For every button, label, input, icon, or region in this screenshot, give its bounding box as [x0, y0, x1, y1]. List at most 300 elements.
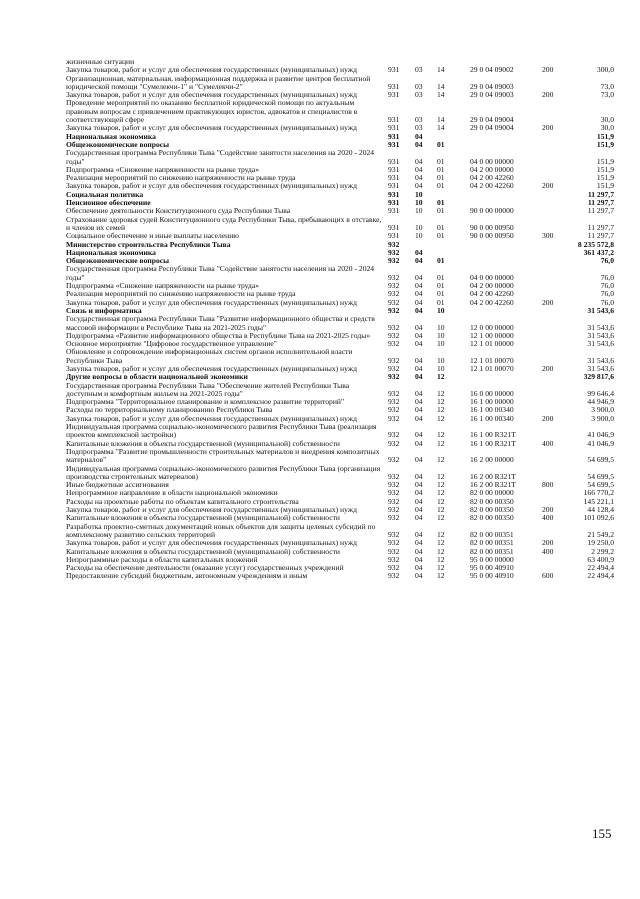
expense-type-code: 600: [542, 571, 554, 581]
target-article-code: 82 0 00 00350: [470, 505, 514, 515]
grbs-code: 932: [388, 388, 400, 398]
amount: 101 092,6: [583, 513, 614, 523]
amount: 54 699,5: [587, 455, 614, 465]
grbs-code: 932: [388, 256, 400, 266]
row-name: Национальная экономика: [66, 247, 156, 257]
subsection-code: 01: [437, 297, 445, 307]
section-code: 04: [415, 247, 423, 257]
table-row: [66, 299, 614, 307]
grbs-code: 931: [388, 164, 400, 174]
target-article-code: 04 2 00 42260: [470, 181, 514, 191]
grbs-code: 932: [388, 513, 400, 523]
target-article-code: 90 0 00 00000: [470, 206, 514, 216]
row-name: Основное мероприятие "Цифровое государственное управление": [66, 339, 277, 349]
grbs-code: 932: [388, 554, 400, 564]
amount: 8 235 572,8: [577, 239, 614, 249]
section-code: 03: [415, 81, 423, 91]
target-article-code: 16 1 00 00340: [470, 413, 514, 423]
amount: 11 297,7: [587, 189, 614, 199]
section-code: 04: [415, 139, 423, 149]
row-name: Расходы на проектные работы по объектам капитального строительства: [66, 496, 299, 506]
grbs-code: 931: [388, 231, 400, 241]
subsection-code: 01: [437, 206, 445, 216]
table-row: [66, 315, 614, 332]
grbs-code: 932: [388, 471, 400, 481]
table-row: [66, 572, 614, 580]
target-article-code: 82 0 00 00351: [470, 538, 514, 548]
grbs-code: 931: [388, 131, 400, 141]
grbs-code: 931: [388, 65, 400, 75]
amount: 2 299,2: [591, 546, 614, 556]
grbs-code: 931: [388, 222, 400, 232]
section-code: 03: [415, 123, 423, 133]
section-code: 04: [415, 272, 423, 282]
section-code: 04: [415, 471, 423, 481]
subsection-code: 12: [437, 413, 445, 423]
subsection-code: 12: [437, 372, 445, 382]
grbs-code: 932: [388, 289, 400, 299]
target-article-code: 04 2 00 42260: [470, 297, 514, 307]
table-row: [66, 523, 614, 540]
grbs-code: 932: [388, 247, 400, 257]
section-code: 04: [415, 538, 423, 548]
amount: 31 543,6: [587, 355, 614, 365]
target-article-code: 16 1 00 R321T: [470, 430, 516, 440]
table-row: [66, 99, 614, 124]
target-article-code: 16 2 00 R321T: [470, 471, 516, 481]
subsection-code: 12: [437, 405, 445, 415]
target-article-code: 29 0 04 09004: [470, 123, 514, 133]
amount: 329 817,6: [583, 372, 614, 382]
expense-type-code: 200: [542, 413, 554, 423]
subsection-code: 01: [437, 139, 445, 149]
subsection-code: 14: [437, 81, 445, 91]
expense-type-code: 200: [542, 363, 554, 373]
grbs-code: 932: [388, 413, 400, 423]
amount: 151,9: [596, 181, 614, 191]
grbs-code: 931: [388, 206, 400, 216]
section-code: 04: [415, 164, 423, 174]
amount: 76,0: [600, 256, 614, 266]
row-name: Подпрограмма «Снижение напряженности на рынке труда»: [66, 281, 260, 291]
grbs-code: 932: [388, 405, 400, 415]
subsection-code: 01: [437, 222, 445, 232]
grbs-code: 932: [388, 455, 400, 465]
expense-type-code: 300: [542, 231, 554, 241]
amount: 300,0: [596, 65, 614, 75]
section-code: 03: [415, 65, 423, 75]
expense-type-code: 200: [542, 65, 554, 75]
amount: 54 699,5: [587, 471, 614, 481]
grbs-code: 931: [388, 115, 400, 125]
target-article-code: 95 0 00 40910: [470, 571, 514, 581]
subsection-code: 12: [437, 554, 445, 564]
target-article-code: 12 1 01 00000: [470, 339, 514, 349]
row-name: Закупка товаров, работ и услуг для обеспечения государственных (муниципальных) нужд: [66, 65, 357, 75]
subsection-code: 12: [437, 397, 445, 407]
subsection-code: 12: [437, 546, 445, 556]
subsection-code: 12: [437, 480, 445, 490]
grbs-code: 931: [388, 189, 400, 199]
grbs-code: 932: [388, 538, 400, 548]
target-article-code: 90 0 00 00950: [470, 231, 514, 241]
row-name: Реализация мероприятий по снижению напряженности на рынке труда: [66, 289, 296, 299]
section-code: 04: [415, 438, 423, 448]
grbs-code: 932: [388, 322, 400, 332]
section-code: 04: [415, 397, 423, 407]
table-row: [66, 75, 614, 92]
section-code: 10: [415, 189, 423, 199]
grbs-code: 932: [388, 496, 400, 506]
subsection-code: 01: [437, 198, 445, 208]
expense-type-code: 400: [542, 513, 554, 523]
subsection-code: 01: [437, 231, 445, 241]
target-article-code: 82 0 00 00350: [470, 513, 514, 523]
target-article-code: 12 1 01 00070: [470, 355, 514, 365]
section-code: 03: [415, 90, 423, 100]
row-name: Закупка товаров, работ и услуг для обеспечения государственных (муниципальных) нужд: [66, 90, 357, 100]
amount: 22 494,4: [587, 563, 614, 573]
subsection-code: 12: [437, 513, 445, 523]
amount: 30,0: [600, 123, 614, 133]
row-name: Закупка товаров, работ и услуг для обеспечения государственных (муниципальных) нужд: [66, 297, 357, 307]
section-code: 04: [415, 430, 423, 440]
subsection-code: 12: [437, 388, 445, 398]
target-article-code: 16 0 00 00000: [470, 388, 514, 398]
target-article-code: 04 2 00 00000: [470, 281, 514, 291]
target-article-code: 04 2 00 42260: [470, 289, 514, 299]
expense-type-code: 200: [542, 90, 554, 100]
section-code: 04: [415, 563, 423, 573]
row-name: Государственная программа Республики Тыва "Содействие занятости населения на 2020 - 2024 годы": [66, 148, 375, 166]
row-name: Капитальные вложения в объекты государственной (муниципальной) собственности: [66, 513, 340, 523]
section-code: 10: [415, 222, 423, 232]
row-name: Проведение мероприятий по оказанию бесплатной юридической помощи по актуальным правовым вопросам с привлечением практикующих юристов, адвокатов и специалистов в соответствующей сфере: [66, 98, 358, 125]
row-name: Общеэкономические вопросы: [66, 139, 170, 149]
section-code: 10: [415, 231, 423, 241]
grbs-code: 932: [388, 281, 400, 291]
grbs-code: 932: [388, 505, 400, 515]
target-article-code: 16 1 00 00340: [470, 405, 514, 415]
subsection-code: 01: [437, 281, 445, 291]
subsection-code: 14: [437, 123, 445, 133]
amount: 54 699,5: [587, 480, 614, 490]
grbs-code: 931: [388, 90, 400, 100]
subsection-code: 10: [437, 330, 445, 340]
section-code: 04: [415, 480, 423, 490]
target-article-code: 04 2 00 00000: [470, 164, 514, 174]
section-code: 04: [415, 571, 423, 581]
section-code: 04: [415, 405, 423, 415]
target-article-code: 29 0 04 09003: [470, 81, 514, 91]
amount: 76,0: [600, 289, 614, 299]
row-name: Закупка товаров, работ и услуг для обеспечения государственных (муниципальных) нужд: [66, 538, 357, 548]
table-row: [66, 149, 614, 166]
section-code: 04: [415, 181, 423, 191]
amount: 31 543,6: [587, 363, 614, 373]
amount: 73,0: [600, 81, 614, 91]
row-name: Иные бюджетные ассигнования: [66, 480, 169, 490]
subsection-code: 10: [437, 363, 445, 373]
section-code: 04: [415, 330, 423, 340]
subsection-code: 12: [437, 571, 445, 581]
row-name: жизненные ситуации: [66, 57, 135, 66]
table-row: [66, 423, 614, 440]
row-name: Расходы на обеспечение деятельности (оказание услуг) государственных учреждений: [66, 563, 344, 573]
target-article-code: 29 0 04 09002: [470, 65, 514, 75]
section-code: 04: [415, 297, 423, 307]
subsection-code: 14: [437, 65, 445, 75]
expense-type-code: 800: [542, 480, 554, 490]
grbs-code: 932: [388, 571, 400, 581]
amount: 44 946,9: [587, 397, 614, 407]
row-name: Общеэкономические вопросы: [66, 256, 170, 266]
section-code: 04: [415, 256, 423, 266]
row-name: Социальное обеспечение и иные выплаты населению: [66, 231, 239, 241]
section-code: 04: [415, 496, 423, 506]
amount: 30,0: [600, 115, 614, 125]
target-article-code: 95 0 00 00000: [470, 554, 514, 564]
target-article-code: 16 1 00 00000: [470, 397, 514, 407]
subsection-code: 12: [437, 438, 445, 448]
grbs-code: 932: [388, 272, 400, 282]
subsection-code: 12: [437, 488, 445, 498]
row-name: Пенсионное обеспечение: [66, 198, 151, 208]
row-name: Разработка проектно-сметных документаций новых объектов для защиты целевых субсидий по комплексному развитию сельских территорий: [66, 521, 376, 539]
grbs-code: 932: [388, 372, 400, 382]
row-name: Непрограммное направление в области национальной экономики: [66, 488, 278, 498]
amount: 11 297,7: [587, 222, 614, 232]
subsection-code: 01: [437, 289, 445, 299]
target-article-code: 82 0 00 00000: [470, 488, 514, 498]
section-code: 04: [415, 289, 423, 299]
subsection-code: 10: [437, 305, 445, 315]
row-name: Капитальные вложения в объекты государственной (муниципальной) собственности: [66, 546, 340, 556]
subsection-code: 01: [437, 181, 445, 191]
row-name: Подпрограмма «Развитие информационного общества в Республике Тыва на 2021-2025 годы»: [66, 330, 371, 340]
row-name: Капитальные вложения в объекты государственной (муниципальной) собственности: [66, 438, 340, 448]
amount: 3 900,0: [591, 413, 614, 423]
grbs-code: 932: [388, 488, 400, 498]
grbs-code: 932: [388, 330, 400, 340]
row-name: Государственная программа Республики Тыва "Развитие информационного общества и средств массовой информации в Республике Тыва на 2021-2025 годы": [66, 314, 375, 332]
grbs-code: 932: [388, 355, 400, 365]
row-name: Организационная, материальная, информационная поддержка и развитие центров бесплатной юридической помощи "Сумелекчи-1" и "Сумелекчи-2": [66, 73, 371, 91]
amount: 361 437,2: [583, 247, 614, 257]
row-name: Реализация мероприятий по снижению напряженности на рынке труда: [66, 173, 296, 183]
row-name: Подпрограмма «Снижение напряженности на рынке труда»: [66, 164, 260, 174]
row-name: Индивидуальная программа социально-экономического развития Республики Тыва (организация производства строительных материалов): [66, 463, 381, 481]
amount: 31 543,6: [587, 305, 614, 315]
amount: 76,0: [600, 297, 614, 307]
subsection-code: 01: [437, 173, 445, 183]
amount: 11 297,7: [587, 206, 614, 216]
subsection-code: 14: [437, 115, 445, 125]
expense-type-code: 200: [542, 297, 554, 307]
grbs-code: 932: [388, 239, 400, 249]
section-code: 04: [415, 281, 423, 291]
row-name: Закупка товаров, работ и услуг для обеспечения государственных (муниципальных) нужд: [66, 505, 357, 515]
amount: 151,9: [596, 173, 614, 183]
grbs-code: 931: [388, 198, 400, 208]
amount: 11 297,7: [587, 231, 614, 241]
amount: 145 221,1: [583, 496, 614, 506]
subsection-code: 12: [437, 529, 445, 539]
expense-type-code: 200: [542, 505, 554, 515]
subsection-code: 01: [437, 164, 445, 174]
grbs-code: 932: [388, 297, 400, 307]
target-article-code: 12 1 01 00070: [470, 363, 514, 373]
amount: 44 128,4: [587, 505, 614, 515]
subsection-code: 12: [437, 455, 445, 465]
table-row: [66, 382, 614, 399]
grbs-code: 931: [388, 81, 400, 91]
grbs-code: 931: [388, 173, 400, 183]
grbs-code: 931: [388, 156, 400, 166]
expense-type-code: 400: [542, 438, 554, 448]
amount: 76,0: [600, 281, 614, 291]
amount: 166 770,2: [583, 488, 614, 498]
grbs-code: 931: [388, 181, 400, 191]
table-row: [66, 265, 614, 282]
section-code: 04: [415, 546, 423, 556]
section-code: 04: [415, 363, 423, 373]
section-code: 04: [415, 131, 423, 141]
subsection-code: 01: [437, 256, 445, 266]
target-article-code: 12 1 00 00000: [470, 330, 514, 340]
grbs-code: 931: [388, 139, 400, 149]
amount: 151,9: [596, 131, 614, 141]
section-code: 04: [415, 355, 423, 365]
target-article-code: 12 0 00 00000: [470, 322, 514, 332]
target-article-code: 04 0 00 00000: [470, 156, 514, 166]
section-code: 04: [415, 505, 423, 515]
expense-type-code: 200: [542, 123, 554, 133]
target-article-code: 04 0 00 00000: [470, 272, 514, 282]
grbs-code: 932: [388, 529, 400, 539]
grbs-code: 932: [388, 430, 400, 440]
row-name: Закупка товаров, работ и услуг для обеспечения государственных (муниципальных) нужд: [66, 363, 357, 373]
amount: 11 297,7: [587, 198, 614, 208]
row-name: Закупка товаров, работ и услуг для обеспечения государственных (муниципальных) нужд: [66, 123, 357, 133]
subsection-code: 01: [437, 156, 445, 166]
section-code: 04: [415, 529, 423, 539]
target-article-code: 95 0 00 40910: [470, 563, 514, 573]
grbs-code: 932: [388, 546, 400, 556]
section-code: 04: [415, 372, 423, 382]
target-article-code: 16 2 00 R321T: [470, 480, 516, 490]
amount: 73,0: [600, 90, 614, 100]
subsection-code: 12: [437, 538, 445, 548]
amount: 99 646,4: [587, 388, 614, 398]
row-name: Закупка товаров, работ и услуг для обеспечения государственных (муниципальных) нужд: [66, 181, 357, 191]
subsection-code: 12: [437, 563, 445, 573]
target-article-code: 82 0 00 00350: [470, 496, 514, 506]
table-row: [66, 182, 614, 190]
section-code: 04: [415, 388, 423, 398]
target-article-code: 29 0 04 09003: [470, 90, 514, 100]
target-article-code: 82 0 00 00351: [470, 546, 514, 556]
row-name: Непрограммные расходы в области капитальных вложений: [66, 554, 258, 564]
row-name: Национальная экономика: [66, 131, 156, 141]
section-code: 04: [415, 173, 423, 183]
budget-table: [66, 58, 614, 581]
section-code: 04: [415, 488, 423, 498]
target-article-code: 04 2 00 42260: [470, 173, 514, 183]
grbs-code: 932: [388, 363, 400, 373]
row-name: Государственная программа Республики Тыва "Содействие занятости населения на 2020 - 2024 годы": [66, 264, 375, 282]
section-code: 04: [415, 413, 423, 423]
section-code: 04: [415, 455, 423, 465]
section-code: 03: [415, 115, 423, 125]
subsection-code: 01: [437, 272, 445, 282]
row-name: Государственная программа Республики Тыва "Обеспечение жителей Республики Тыва доступным и комфортным жильем на 2021-2025 годы": [66, 380, 350, 398]
target-article-code: 90 0 00 00950: [470, 222, 514, 232]
amount: 151,9: [596, 164, 614, 174]
section-code: 04: [415, 156, 423, 166]
subsection-code: 14: [437, 90, 445, 100]
row-name: Министерство строительства Республики Тыва: [66, 239, 231, 249]
row-name: Расходы по территориальному планированию Республики Тыва: [66, 405, 273, 415]
grbs-code: 932: [388, 339, 400, 349]
grbs-code: 932: [388, 480, 400, 490]
expense-type-code: 200: [542, 181, 554, 191]
row-name: Индивидуальная программа социально-экономического развития Республики Тыва (реализация проектов комплексной застройки): [66, 422, 377, 440]
table-row: [66, 348, 614, 365]
expense-type-code: 400: [542, 546, 554, 556]
amount: 31 543,6: [587, 330, 614, 340]
amount: 41 046,9: [587, 430, 614, 440]
subsection-code: 12: [437, 505, 445, 515]
section-code: 04: [415, 322, 423, 332]
amount: 22 494,4: [587, 571, 614, 581]
row-name: Обновление и сопровождение информационных систем органов исполнительной власти Республики Тыва: [66, 347, 353, 365]
amount: 31 543,6: [587, 339, 614, 349]
subsection-code: 10: [437, 355, 445, 365]
subsection-code: 12: [437, 496, 445, 506]
row-name: Предоставление субсидий бюджетным, автономным учреждениям и иным: [66, 571, 308, 581]
amount: 21 549,2: [587, 529, 614, 539]
amount: 3 900,0: [591, 405, 614, 415]
row-name: Страхование здоровья судей Конституционного суда Республики Тыва, пребывающих в отставке, и членов их семей: [66, 214, 382, 232]
section-code: 10: [415, 206, 423, 216]
row-name: Подпрограмма "Территориальное планирование и комплексное развитие территорий": [66, 397, 345, 407]
section-code: 04: [415, 305, 423, 315]
subsection-code: 12: [437, 471, 445, 481]
grbs-code: 932: [388, 563, 400, 573]
target-article-code: 82 0 00 00351: [470, 529, 514, 539]
row-name: Связь и информатика: [66, 305, 142, 315]
expense-type-code: 200: [542, 538, 554, 548]
table-row: [66, 216, 614, 233]
amount: 19 250,0: [587, 538, 614, 548]
table-row: [66, 448, 614, 465]
section-code: 04: [415, 554, 423, 564]
amount: 63 400,9: [587, 554, 614, 564]
grbs-code: 932: [388, 438, 400, 448]
section-code: 10: [415, 198, 423, 208]
grbs-code: 932: [388, 397, 400, 407]
table-row: [66, 465, 614, 482]
grbs-code: 932: [388, 305, 400, 315]
target-article-code: 29 0 04 09004: [470, 115, 514, 125]
amount: 41 046,9: [587, 438, 614, 448]
row-name: Обеспечение деятельности Конституционного суда Республики Тыва: [66, 206, 291, 216]
target-article-code: 16 1 00 R321T: [470, 438, 516, 448]
subsection-code: 10: [437, 339, 445, 349]
amount: 151,9: [596, 139, 614, 149]
row-name: Другие вопросы в области национальной экономики: [66, 372, 248, 382]
